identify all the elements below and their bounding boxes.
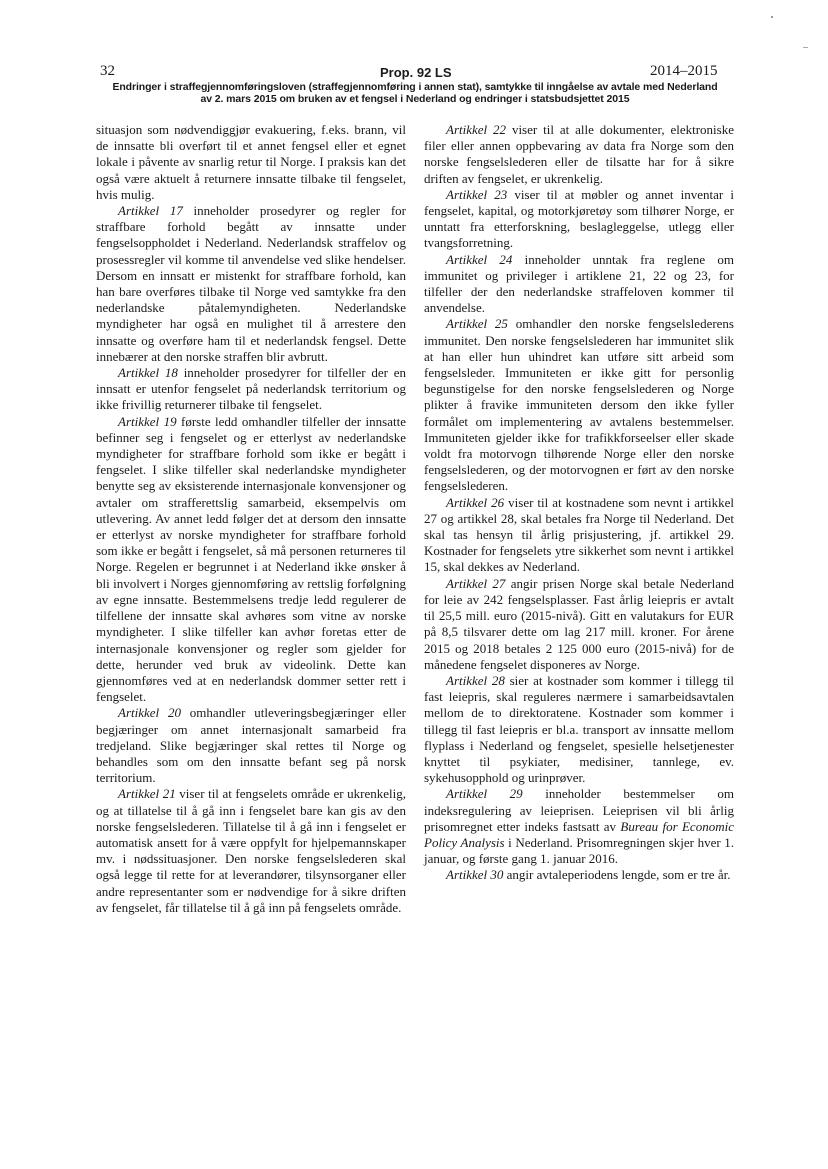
article-ref: Artikkel 20 [118, 705, 181, 721]
paragraph: Artikkel 23 viser til at møbler og annet inventar i fengselet, kapital, og motorkjøretøy som tilhører Norge, er unntatt fra etterforskning, beslagleggelse, utlegg eller tvangsforretning. [424, 186, 734, 251]
right-column [424, 122, 734, 884]
paragraph: Artikkel 29 inneholder bestemmelser om indeksregulering av leieprisen. Leieprisen vil bli årlig prisomregnet etter indeks fastsatt av Bureau for Economic Policy Analysis i Nederland. Prisomregningen skjer hver 1. januar, og første gang 1. januar 2016. [424, 786, 734, 867]
article-ref: Artikkel 29 [446, 786, 523, 802]
article-ref: Artikkel 30 [446, 867, 504, 883]
paragraph: Artikkel 30 angir avtaleperiodens lengde, som er tre år. [446, 867, 731, 883]
paragraph: Artikkel 27 angir prisen Norge skal betale Nederland for leie av 242 fengselsplasser. Fast årlig leiepris er avtalt til 25,5 mill. euro (2015-nivå). Gitt en valutakurs for EUR på 8,5 tilsvarer dette om lag 217 mill. kroner. For årene 2015 og 2018 betales 2 125 000 euro (2015-nivå) for de månedene fengselet disponeres av Norge. [424, 575, 734, 672]
paragraph: situasjon som nødvendiggjør evakuering, f.eks. brann, vil de innsatte bli overført til et annet fengsel eller et egnet lokale i påvente av snarlig retur til Norge. I praksis kan det også være aktuelt å returnere innsatte tilbake til fengselet, hvis mulig. [96, 122, 406, 202]
paragraph: Artikkel 18 inneholder prosedyrer for tilfeller der en innsatt er utenfor fengselet på nederlandsk territorium og ikke frivillig returnerer tilbake til fengselet. [96, 365, 406, 413]
article-ref: Artikkel 23 [446, 186, 508, 202]
article-ref: Artikkel 24 [446, 251, 513, 267]
scan-speck [771, 16, 773, 18]
article-ref: Artikkel 21 [118, 786, 176, 802]
article-ref: Artikkel 26 [446, 494, 505, 510]
paragraph: Artikkel 21 viser til at fengselets område er ukrenkelig, og at tillatelse til å gå inn i fengselet bare kan gis av den norske fengselslederen. Tillatelse til å gå inn i fengselet er automatisk ansett for å være oppfylt for hjelpemannskaper mv. i nødssituasjoner. Den norske fengselslederen skal også legge til rette for at leverandører, tilsynsorganer eller andre representanter som er nødvendige for å sikre driften av fengselet, får tillatelse til å gå inn på fengselets område. [96, 786, 406, 915]
running-title [95, 81, 735, 105]
paragraph: Artikkel 24 inneholder unntak fra reglene om immunitet og privileger i artiklene 21, 22 og 23, for tilfeller der den nederlandske straffeloven kommer til anvendelse. [424, 251, 735, 316]
paragraph: Artikkel 20 omhandler utleveringsbegjæringer eller begjæringer om annet internasjonalt samarbeid fra tredjeland. Slike begjæringer skal rettes til Norge og behandles som om den innsatte befant seg på norsk territorium. [96, 705, 406, 786]
scan-mark [803, 47, 808, 48]
running-title-line-1: Endringer i straffegjennomføringsloven (straffegjennomføring i annen stat), samtykke til inngåelse av avtale med Nederland [112, 81, 718, 93]
institution-name: Bureau for Economic Policy Analysis [424, 818, 734, 850]
document-id: Prop. 92 LS [380, 65, 452, 80]
article-ref: Artikkel 18 [118, 365, 178, 381]
page-number: 32 [100, 63, 115, 79]
session-years: 2014–2015 [650, 63, 718, 79]
article-ref: Artikkel 28 [446, 672, 505, 688]
article-ref: Artikkel 27 [446, 575, 506, 591]
article-ref: Artikkel 25 [446, 316, 508, 332]
paragraph: Artikkel 19 første ledd omhandler tilfeller der innsatte befinner seg i fengselet og er etterlyst av nederlandske myndigheter for straffbare forhold som ikke er begått i fengselet. I slike tilfeller skal nederlandske myndigheter benytte seg av eksisterende internasjonale konvensjoner og avtaler om strafferettslig samarbeid, eksempelvis om utlevering. Av annet ledd følger det at dersom den innsatte er etterlyst av norske myndigheter for straffbare forhold som ikke er begått i fengselet, så må personen returneres til Norge. Regelen er begrunnet i at Nederland ikke ønsker å bli involvert i Norges gjennomføring av rettslig forfølgning av egne innsatte. Bestemmelsens tredje ledd regulerer de tilfellene der innsatte skal avhøres som vitne av norske myndigheter. I slike tilfeller kan avhør foretas etter de internasjonale konvensjoner og regler som gjelder for dette, herunder ved bruk av videolink. Dette kan gjennomføres ved at en nederlandsk dommer setter rett i fengselet. [96, 413, 406, 705]
paragraph: Artikkel 25 omhandler den norske fengselslederens immunitet. Den norske fengselslederen har immunitet slik at han eller hun uhindret kan utføre sitt arbeid som fengselsleder. Immuniteten er ikke gitt for personlig begunstigelse for den norske fengselslederen og Norge plikter å fravike immuniteten dersom den ikke fyller formålet om implementering av avtalens bestemmelser. Immuniteten gjelder ikke for trafikkforseelser eller skade voldt fra motorvogn tilhørende Norge eller den norske fengselslederen, og der motorvognen er ført av den norske fengselslederen. [424, 316, 734, 494]
article-ref: Artikkel 19 [118, 413, 177, 429]
paragraph: Artikkel 22 viser til at alle dokumenter, elektroniske filer eller annen oppbevaring av data fra Norge som den norske fengselslederen eller de tilsatte har for å sikre driften av fengselet, er ukrenkelig. [424, 122, 734, 186]
paragraph: Artikkel 26 viser til at kostnadene som nevnt i artikkel 27 og artikkel 28, skal betales fra Norge til Nederland. Det skal tas hensyn til årlig prisjustering, jf. artikkel 29. Kostnader for fengselets ytre sikkerhet som nevnt i artikkel 15, skal dekkes av Nederland. [424, 494, 734, 575]
paragraph: Artikkel 28 sier at kostnader som kommer i tillegg til fast leiepris, skal reguleres nærmere i samarbeidsavtalen mellom de to direktoratene. Kostnader som kommer i tillegg til fast leiepris er bl.a. transport av innsatte mellom flyplass i Nederland og fengselet, spesielle helsetjenester knyttet til psykiater, medisiner, tannlege, ev. sykehusopphold og urinprøver. [424, 672, 734, 786]
running-title-line-2: av 2. mars 2015 om bruken av et fengsel i Nederland og endringer i statsbudsjettet 2015 [200, 93, 630, 105]
left-column [96, 122, 406, 916]
article-ref: Artikkel 22 [446, 122, 507, 137]
article-ref: Artikkel 17 [118, 203, 183, 219]
paragraph: Artikkel 17 inneholder prosedyrer og regler for straffbare forhold begått av innsatte under fengselsoppholdet i Nederland. Nederlandsk straffelov og prosessregler vil komme til anvendelse ved slike hendelser. Dersom en innsatt er mistenkt for straffbare forhold, kan han bare overføres tilbake til Norge ved samtykke fra den nederlandske påtalemyndigheten. Nederlandske myndigheter har også en mulighet til å arrestere den innsatte og overføre ham til et nederlandsk fengsel. Dette innebærer at den norske straffen blir avbrutt. [96, 203, 406, 364]
